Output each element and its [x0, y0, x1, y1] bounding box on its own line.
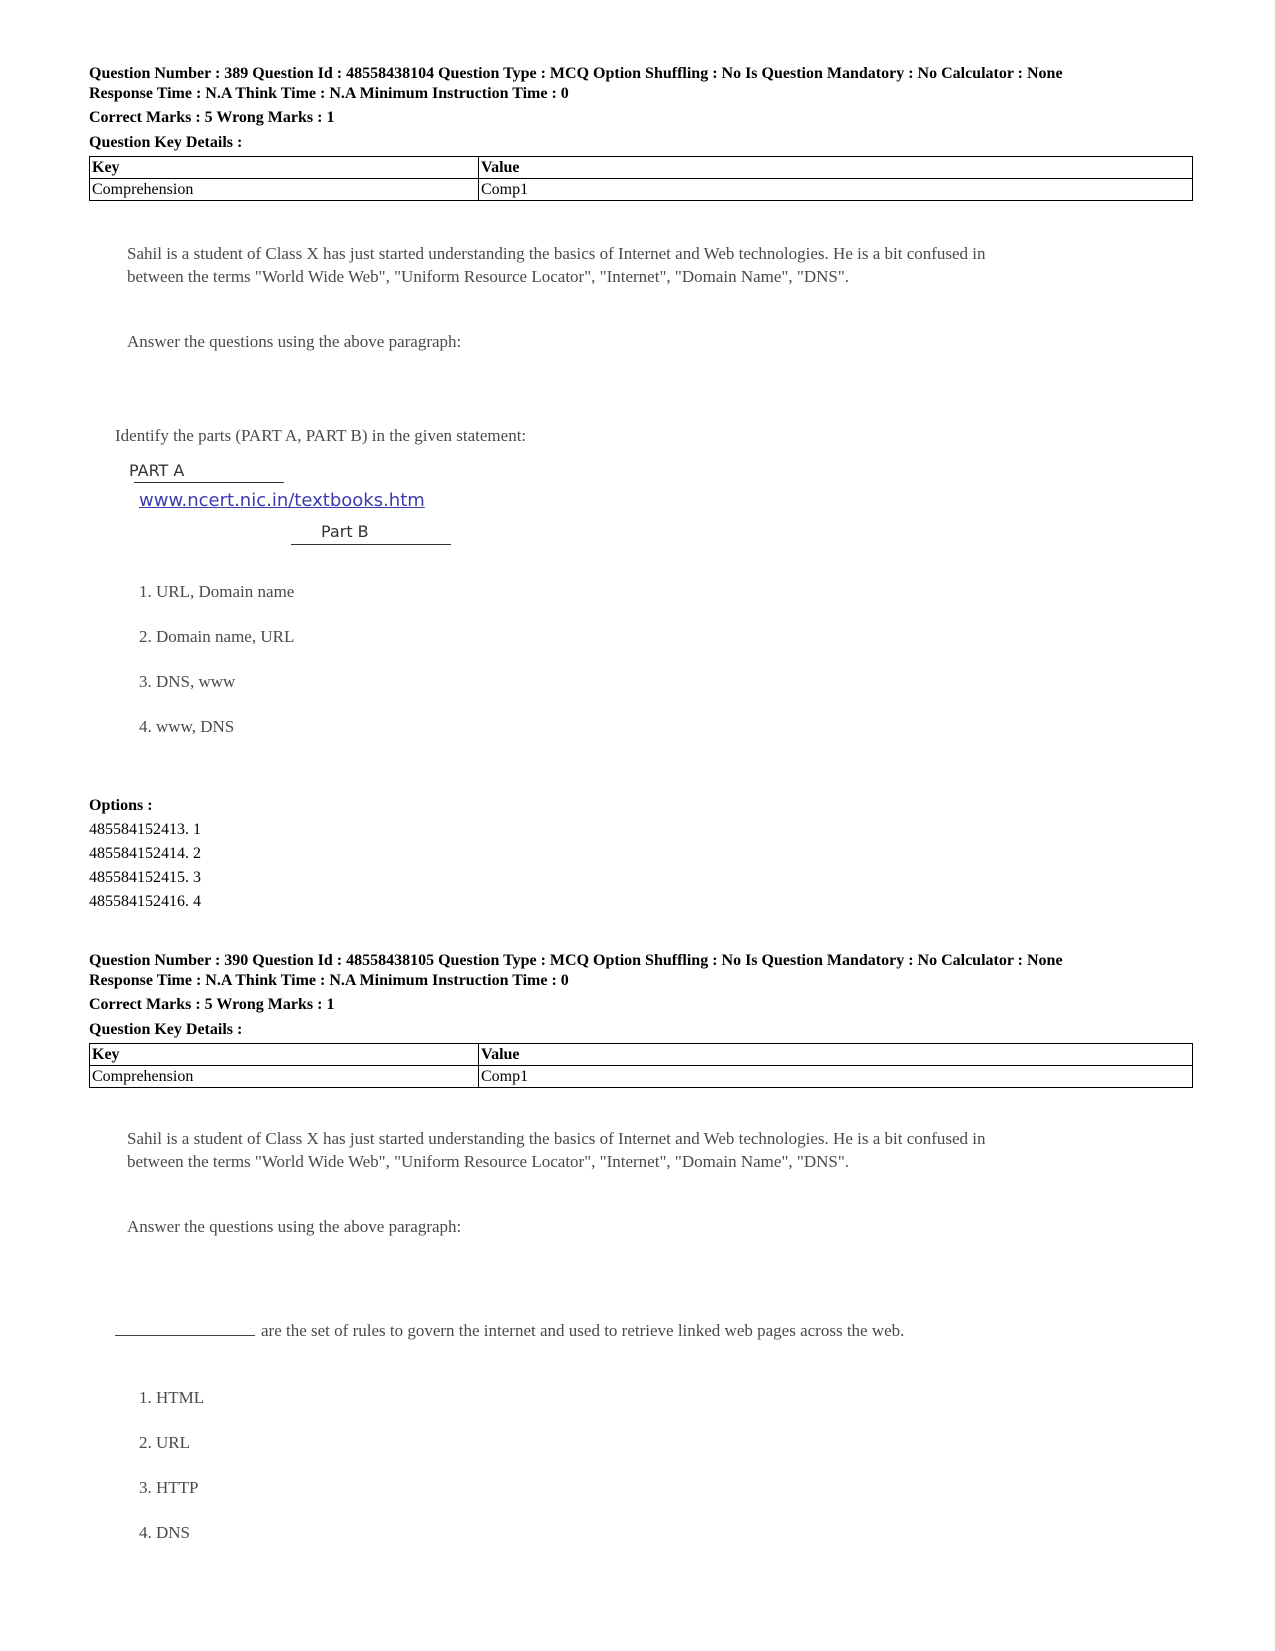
key-details-table [89, 1043, 1193, 1088]
key-details-label: Question Key Details : [89, 134, 243, 151]
part-a-label: PART A [129, 461, 185, 480]
instruction-text: Answer the questions using the above paragraph: [127, 332, 462, 351]
part-a-underline [134, 482, 284, 483]
option-1: 485584152413. 1 [89, 821, 201, 838]
fill-in-blank [115, 1319, 255, 1336]
question-header-line2: Response Time : N.A Think Time : N.A Minimum Instruction Time : 0 [89, 85, 569, 102]
table-header-key: Key [90, 1044, 479, 1066]
choice-3: 3. DNS, www [139, 672, 236, 691]
key-details-label: Question Key Details : [89, 1021, 243, 1038]
choice-1: 1. HTML [139, 1388, 205, 1407]
options-label: Options : [89, 797, 153, 814]
table-header-value: Value [479, 157, 1193, 179]
choice-4: 4. DNS [139, 1523, 191, 1542]
statement-block [115, 1319, 945, 1342]
choice-3: 3. HTTP [139, 1478, 199, 1497]
key-details-table [89, 156, 1193, 201]
table-row [90, 1066, 1193, 1088]
option-2: 485584152414. 2 [89, 845, 201, 862]
table-header-row [90, 157, 1193, 179]
marks-line: Correct Marks : 5 Wrong Marks : 1 [89, 996, 335, 1013]
statement-text: Identify the parts (PART A, PART B) in the given statement: [115, 426, 527, 445]
table-cell-key: Comprehension [90, 179, 479, 201]
statement-text: are the set of rules to govern the internet and used to retrieve linked web pages across the web. [261, 1321, 905, 1340]
question-389-body-image [89, 240, 1089, 770]
table-cell-key: Comprehension [90, 1066, 479, 1088]
table-cell-value: Comp1 [479, 1066, 1193, 1088]
marks-line: Correct Marks : 5 Wrong Marks : 1 [89, 109, 335, 126]
question-header-line1: Question Number : 389 Question Id : 48558438104 Question Type : MCQ Option Shuffling : No Is Question Mandatory : No Calculator : None [89, 65, 1063, 82]
table-row [90, 179, 1193, 201]
question-390-header [89, 951, 1192, 1088]
option-3: 485584152415. 3 [89, 869, 201, 886]
instruction-text: Answer the questions using the above paragraph: [127, 1217, 462, 1236]
table-header-value: Value [479, 1044, 1193, 1066]
passage-text: Sahil is a student of Class X has just started understanding the basics of Internet and Web technologies. He is a bit confused in between the terms "World Wide Web", "Uniform Resource Locator", "Internet", "Domain Name", "DNS". [127, 244, 986, 286]
url-text: www.ncert.nic.in/textbooks.htm [139, 490, 425, 511]
choice-2: 2. Domain name, URL [139, 627, 295, 646]
choice-2: 2. URL [139, 1433, 190, 1452]
option-4: 485584152416. 4 [89, 893, 201, 910]
table-cell-value: Comp1 [479, 179, 1193, 201]
choice-4: 4. www, DNS [139, 717, 235, 736]
passage-text: Sahil is a student of Class X has just started understanding the basics of Internet and Web technologies. He is a bit confused in between the terms "World Wide Web", "Uniform Resource Locator", "Internet", "Domain Name", "DNS". [127, 1129, 986, 1171]
question-header-line1: Question Number : 390 Question Id : 48558438105 Question Type : MCQ Option Shuffling : No Is Question Mandatory : No Calculator : None [89, 952, 1063, 969]
part-b-label: Part B [321, 522, 369, 541]
question-389-header [89, 64, 1192, 201]
choice-1: 1. URL, Domain name [139, 582, 295, 601]
table-header-key: Key [90, 157, 479, 179]
part-b-underline [291, 544, 451, 545]
question-header-line2: Response Time : N.A Think Time : N.A Minimum Instruction Time : 0 [89, 972, 569, 989]
question-390-body-image [89, 1125, 1089, 1555]
table-header-row [90, 1044, 1193, 1066]
